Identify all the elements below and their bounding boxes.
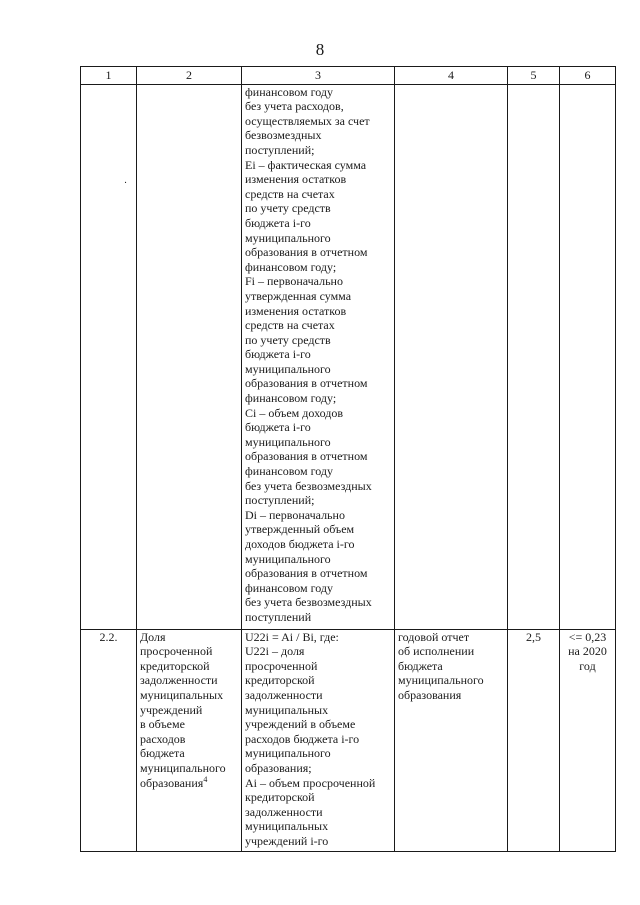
target-cell [560,84,616,629]
table-row [81,84,616,629]
column-header-1: 1 [81,67,137,85]
column-header-2: 2 [137,67,242,85]
indicator-name-cell [137,629,242,851]
formula-cell: U22i = Ai / Bi, где: U22i – доля просроченной кредиторской задолженности муниципальных учреждений в объеме расходов бюджета i-го муниципального образования; Ai – объем просроченной кредиторской задолженности муниципальных учреждений i-го [242,629,395,851]
column-header-5: 5 [508,67,560,85]
indicator-table [80,66,616,852]
source-cell [395,84,508,629]
formula-cell: финансовом году без учета расходов, осуществляемых за счет безвозмездных поступлений; Ei – фактическая сумма изменения остатков средств на счетах по учету средств бюджета i-го муниципального образования в отчетном финансовом году; Fi – первоначально утвержденная сумма изменения остатков средств на счетах по учету средств бюджета i-го муниципального образования в отчетном финансовом году; Ci – объем доходов бюджета i-го муниципального образования в отчетном финансовом году без учета безвозмездных поступлений; Di – первоначально утвержденный объем доходов бюджета i-го муниципального образования в отчетном финансовом году без учета безвозмездных поступлений [242,84,395,629]
column-header-4: 4 [395,67,508,85]
page-number: 8 [315,40,325,59]
column-header-6: 6 [560,67,616,85]
table-row [81,629,616,851]
row-number-cell: 2.2. [81,629,137,851]
weight-cell: 2,5 [508,629,560,851]
column-header-3: 3 [242,67,395,85]
row-number-cell [81,84,137,629]
footnote-marker: 4 [203,774,208,784]
indicator-name-text: Доля просроченной кредиторской задолженности муниципальных учреждений в объеме расходов бюджета муниципального образования [140,629,226,790]
source-cell: годовой отчет об исполнении бюджета муниципального образования [395,629,508,851]
weight-cell [508,84,560,629]
indicator-name-cell [137,84,242,629]
table-header-row [81,67,616,85]
stray-mark: · [123,177,128,189]
target-cell: <= 0,23 на 2020 год [560,629,616,851]
